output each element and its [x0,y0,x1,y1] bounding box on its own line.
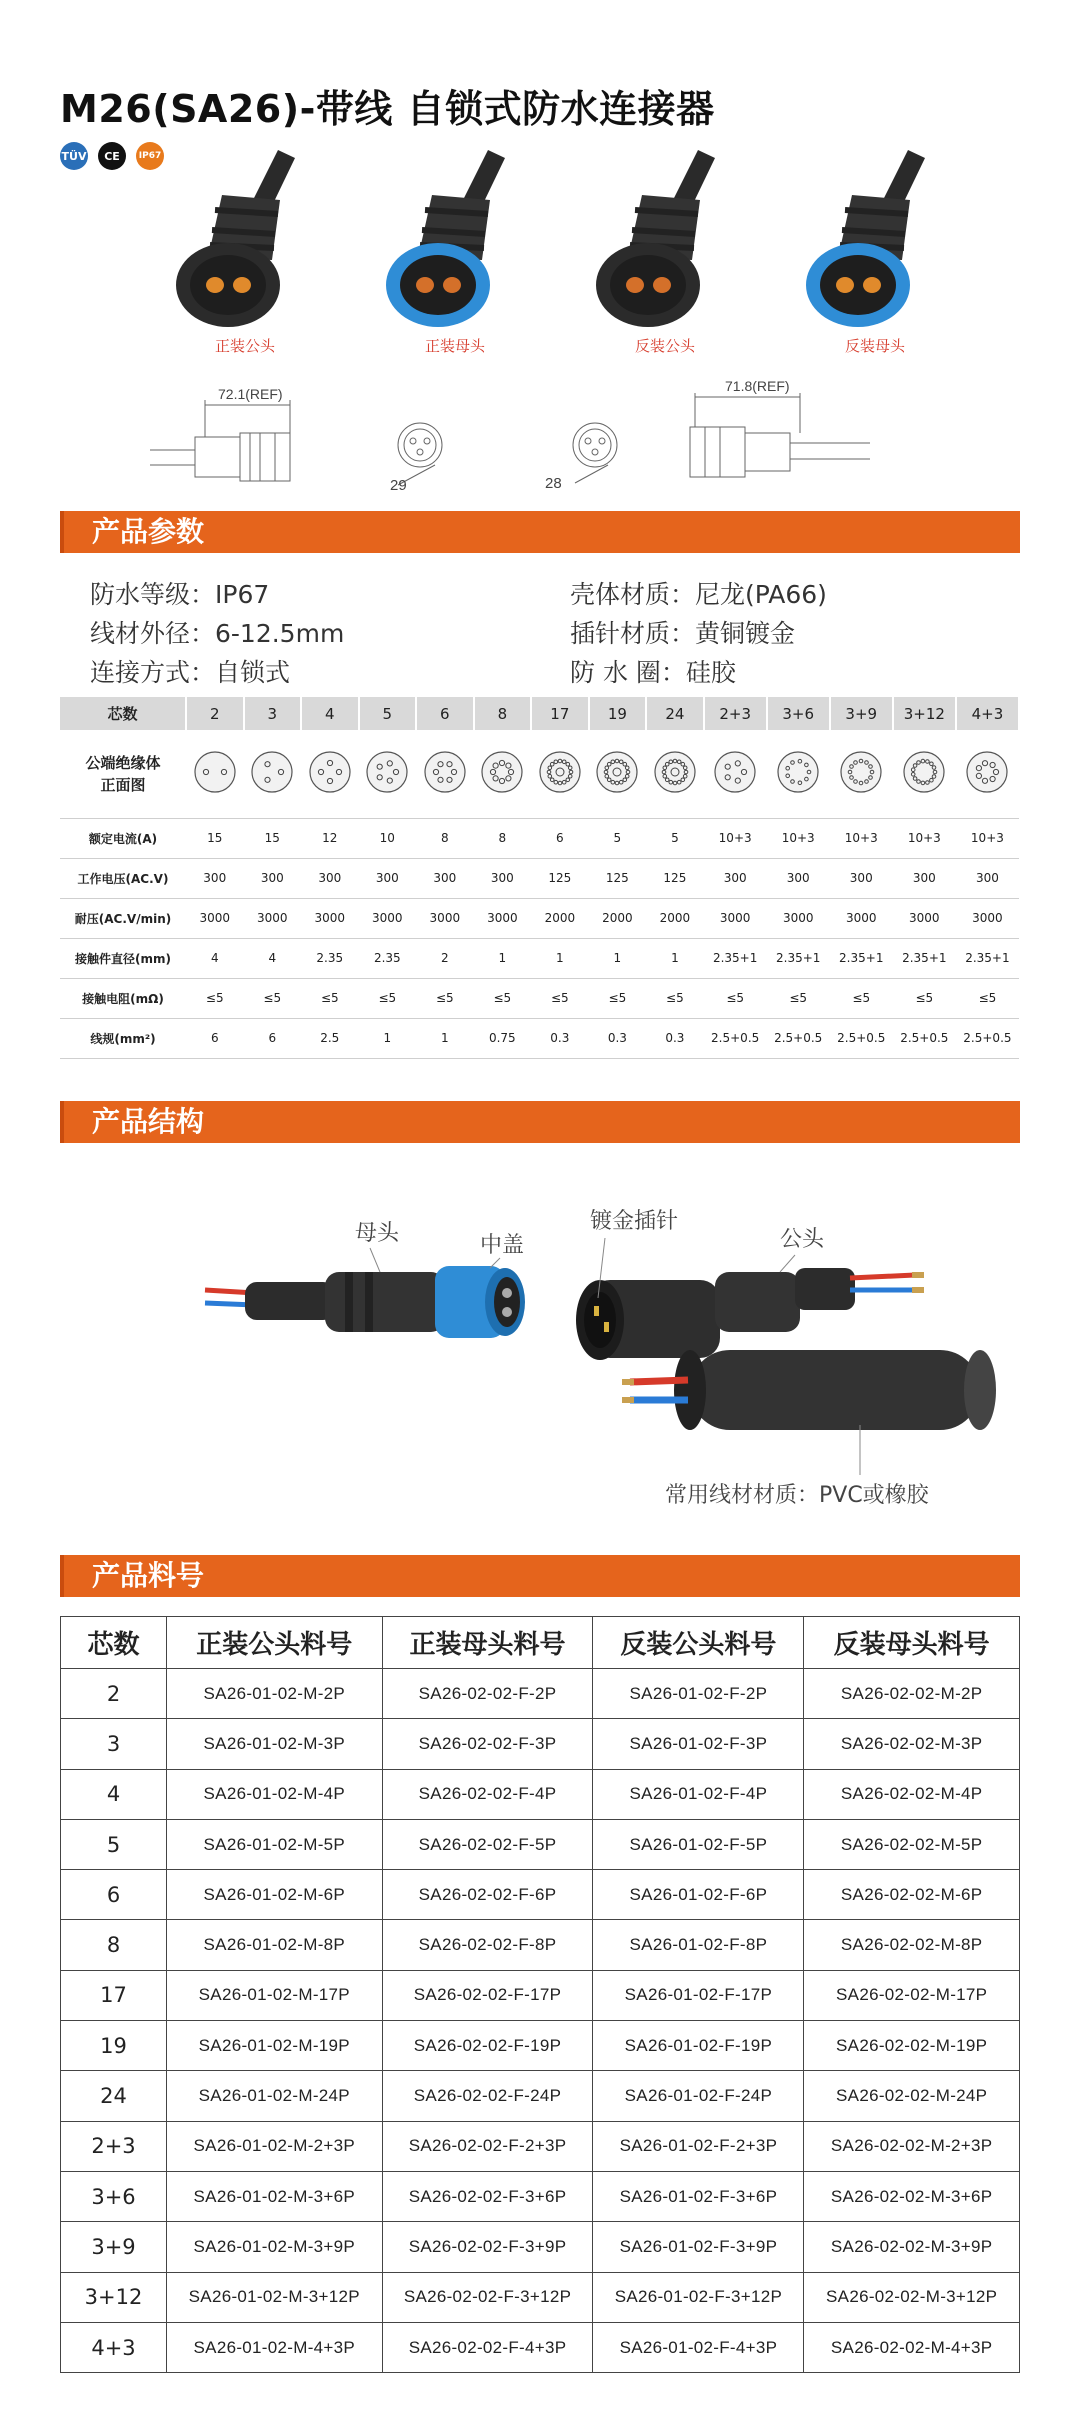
part-number-cell: SA26-01-02-M-19P [167,2021,383,2071]
part-number-cell: SA26-02-02-M-3+6P [804,2171,1020,2221]
part-row [61,1719,1020,1769]
spec-cell: 10+3 [956,818,1019,858]
dim-left-label: 72.1(REF) [218,386,283,402]
part-number-cell: SA26-01-02-F-2P [593,1669,804,1719]
spec-cell: ≤5 [416,978,474,1018]
connector-item [790,140,960,370]
spec-header-row [60,697,1019,730]
connector-photo [790,140,960,335]
spec-cell: 3000 [893,898,956,938]
part-number-cell: SA26-02-02-F-3+12P [382,2272,593,2322]
spec-core-cell: 4 [301,697,359,730]
spec-row [60,1018,1019,1058]
part-number-cell: SA26-02-02-F-4+3P [382,2322,593,2372]
part-number-cell: SA26-02-02-M-5P [804,1819,1020,1869]
part-number-cell: SA26-01-02-M-3P [167,1719,383,1769]
part-header-cell: 正装母头料号 [382,1617,593,1669]
spec-cell: 300 [416,858,474,898]
spec-cell: 10 [359,818,417,858]
spec-cell: ≤5 [359,978,417,1018]
part-core-cell: 2 [61,1669,167,1719]
part-number-cell: SA26-02-02-F-24P [382,2071,593,2121]
part-core-cell: 3+9 [61,2222,167,2272]
params-row [90,612,990,651]
dim-right-label: 71.8(REF) [725,378,790,394]
part-number-cell: SA26-01-02-M-5P [167,1819,383,1869]
spec-face-icon [186,730,244,818]
spec-cell: 2.5+0.5 [893,1018,956,1058]
part-row [61,2322,1020,2372]
part-core-cell: 8 [61,1920,167,1970]
spec-face-icon [589,730,647,818]
spec-face-icon [531,730,589,818]
spec-cell: 2.5+0.5 [704,1018,767,1058]
part-header-row [61,1617,1020,1669]
dimension-drawings [150,375,870,495]
face-left-label: 29 [390,477,407,494]
part-number-cell: SA26-02-02-F-8P [382,1920,593,1970]
part-header-cell: 正装公头料号 [167,1617,383,1669]
param-cable-od: 线材外径：6-12.5mm [90,618,345,648]
spec-cell: 4 [186,938,244,978]
part-number-cell: SA26-02-02-M-4P [804,1769,1020,1819]
section-params-header: 产品参数 [60,511,1020,553]
part-number-cell: SA26-02-02-M-2+3P [804,2121,1020,2171]
spec-cell: 3000 [767,898,830,938]
spec-cell: 300 [244,858,302,898]
structure-illustration [160,1160,1020,1520]
spec-cell: 3000 [956,898,1019,938]
spec-cell: ≤5 [893,978,956,1018]
part-core-cell: 17 [61,1970,167,2020]
spec-face-label [60,730,186,818]
part-number-cell: SA26-02-02-F-3+6P [382,2171,593,2221]
spec-cell: 2.5 [301,1018,359,1058]
part-number-cell: SA26-01-02-F-4P [593,1769,804,1819]
part-number-cell: SA26-01-02-M-2+3P [167,2121,383,2171]
page-title: M26(SA26)-带线 自锁式防水连接器 [60,87,715,131]
spec-cell: 6 [244,1018,302,1058]
part-core-cell: 24 [61,2071,167,2121]
spec-face-label-2: 正面图 [100,775,146,794]
spec-row-label: 工作电压(AC.V) [60,858,186,898]
part-core-cell: 6 [61,1870,167,1920]
spec-core-cell: 24 [646,697,704,730]
spec-face-icon [830,730,893,818]
part-number-cell: SA26-02-02-F-3P [382,1719,593,1769]
connector-label: 反装母头 [844,337,905,355]
part-row [61,2171,1020,2221]
part-number-cell: SA26-01-02-F-17P [593,1970,804,2020]
spec-face-icon [893,730,956,818]
part-number-cell: SA26-01-02-M-3+6P [167,2171,383,2221]
spec-cell: 300 [704,858,767,898]
left-face-drawing [398,423,442,485]
part-number-cell: SA26-02-02-F-3+9P [382,2222,593,2272]
spec-cell: 1 [646,938,704,978]
spec-row-label: 额定电流(A) [60,818,186,858]
param-housing: 壳体材质：尼龙(PA66) [570,579,827,609]
param-connection: 连接方式：自锁式 [90,657,291,687]
part-number-cell: SA26-01-02-F-3+6P [593,2171,804,2221]
part-core-cell: 4+3 [61,2322,167,2372]
spec-cell: 3000 [301,898,359,938]
spec-cell: ≤5 [646,978,704,1018]
part-number-cell: SA26-02-02-M-3+12P [804,2272,1020,2322]
left-side-drawing [150,400,290,481]
spec-core-cell: 8 [474,697,532,730]
connector-photo [580,140,750,335]
part-number-cell: SA26-01-02-F-2+3P [593,2121,804,2171]
spec-cell: ≤5 [589,978,647,1018]
male-connector-illustration [576,1268,924,1360]
part-number-cell: SA26-01-02-F-3+12P [593,2272,804,2322]
spec-cell: ≤5 [301,978,359,1018]
spec-cell: 2.35+1 [830,938,893,978]
part-number-cell: SA26-02-02-M-3P [804,1719,1020,1769]
part-number-cell: SA26-01-02-M-2P [167,1669,383,1719]
part-number-cell: SA26-02-02-M-8P [804,1920,1020,1970]
spec-cell: 2000 [589,898,647,938]
part-header-cell: 芯数 [61,1617,167,1669]
spec-cell: 3000 [416,898,474,938]
part-core-cell: 2+3 [61,2121,167,2171]
part-number-cell: SA26-01-02-M-3+12P [167,2272,383,2322]
certification-badges [60,142,164,170]
part-number-cell: SA26-02-02-M-3+9P [804,2222,1020,2272]
spec-row-label: 接触件直径(mm) [60,938,186,978]
spec-cell: 300 [956,858,1019,898]
spec-cell: 12 [301,818,359,858]
param-pin-material: 插针材质：黄铜镀金 [570,618,796,648]
spec-face-icon [244,730,302,818]
spec-cell: 5 [646,818,704,858]
spec-core-cell: 3 [244,697,302,730]
spec-cell: 3000 [830,898,893,938]
part-core-cell: 19 [61,2021,167,2071]
part-number-cell: SA26-01-02-M-3+9P [167,2222,383,2272]
connector-photo [370,140,540,335]
spec-cell: 2.5+0.5 [767,1018,830,1058]
spec-cell: 1 [474,938,532,978]
spec-cell: 2.35 [301,938,359,978]
part-number-cell: SA26-02-02-M-4+3P [804,2322,1020,2372]
spec-core-cell: 3+9 [830,697,893,730]
part-number-cell: SA26-02-02-F-2P [382,1669,593,1719]
spec-cell: 125 [589,858,647,898]
spec-cell: 10+3 [704,818,767,858]
part-row [61,2272,1020,2322]
spec-row [60,858,1019,898]
spec-face-icon [767,730,830,818]
part-number-cell: SA26-02-02-M-6P [804,1870,1020,1920]
part-row [61,1870,1020,1920]
spec-cell: 3000 [186,898,244,938]
part-number-cell: SA26-02-02-F-2+3P [382,2121,593,2171]
spec-face-icon [646,730,704,818]
part-core-cell: 3 [61,1719,167,1769]
spec-cell: 3000 [474,898,532,938]
spec-cell: 2.35+1 [956,938,1019,978]
part-number-cell: SA26-01-02-F-6P [593,1870,804,1920]
spec-cell: 3000 [359,898,417,938]
ip67-cert-icon: IP67 [136,142,164,170]
spec-cell: 0.3 [646,1018,704,1058]
part-core-cell: 4 [61,1769,167,1819]
spec-face-icon [416,730,474,818]
spec-cell: 10+3 [830,818,893,858]
face-right-label: 28 [545,475,562,492]
connector-item [370,140,540,370]
part-number-cell: SA26-01-02-F-8P [593,1920,804,1970]
spec-cell: 2 [416,938,474,978]
part-number-cell: SA26-01-02-M-4P [167,1769,383,1819]
part-number-cell: SA26-02-02-F-4P [382,1769,593,1819]
label-male: 公头 [780,1227,825,1252]
spec-cell: 2.35+1 [893,938,956,978]
tuv-cert-icon: TÜV [60,142,88,170]
spec-cell: 8 [474,818,532,858]
spec-cell: 2.35+1 [704,938,767,978]
params-row [90,651,990,690]
spec-cell: 6 [186,1018,244,1058]
spec-core-cell: 2 [186,697,244,730]
spec-cell: 2.5+0.5 [830,1018,893,1058]
label-middle-cap: 中盖 [480,1233,525,1258]
connector-photo [160,140,330,335]
connector-label: 正装公头 [214,337,275,355]
part-number-cell: SA26-01-02-F-24P [593,2071,804,2121]
spec-cell: 125 [531,858,589,898]
part-row [61,1769,1020,1819]
label-female: 母头 [355,1221,400,1246]
part-row [61,1970,1020,2020]
spec-cell: 2000 [531,898,589,938]
spec-cell: 4 [244,938,302,978]
spec-core-cell: 19 [589,697,647,730]
label-cable-material: 常用线材材质：PVC或橡胶 [665,1483,929,1508]
part-number-cell: SA26-02-02-M-24P [804,2071,1020,2121]
spec-cell: 1 [359,1018,417,1058]
connector-item [160,140,330,370]
spec-cell: 10+3 [767,818,830,858]
spec-cell: ≤5 [704,978,767,1018]
part-number-cell: SA26-01-02-F-3+9P [593,2222,804,2272]
spec-cell: 300 [301,858,359,898]
part-number-cell: SA26-02-02-F-6P [382,1870,593,1920]
spec-face-icon [301,730,359,818]
spec-cell: 1 [531,938,589,978]
spec-cell: 5 [589,818,647,858]
female-connector-illustration [205,1266,525,1338]
part-header-cell: 反装母头料号 [804,1617,1020,1669]
spec-core-cell: 2+3 [704,697,767,730]
spec-cell: 300 [186,858,244,898]
part-number-cell: SA26-01-02-M-8P [167,1920,383,1970]
part-number-cell: SA26-01-02-F-19P [593,2021,804,2071]
spec-cell: 1 [589,938,647,978]
spec-cell: 15 [186,818,244,858]
spec-cell: 0.75 [474,1018,532,1058]
part-number-cell: SA26-02-02-M-17P [804,1970,1020,2020]
spec-cell: 2.35+1 [767,938,830,978]
part-number-cell: SA26-02-02-F-17P [382,1970,593,2020]
param-seal: 防 水 圈：硅胶 [570,657,736,687]
connector-gallery [160,140,960,370]
right-side-drawing [690,393,870,477]
spec-row [60,978,1019,1018]
spec-row [60,898,1019,938]
spec-cell: 3000 [704,898,767,938]
part-number-cell: SA26-02-02-M-2P [804,1669,1020,1719]
spec-core-cell: 6 [416,697,474,730]
spec-cell: 0.3 [589,1018,647,1058]
spec-face-row [60,730,1019,818]
part-row [61,2222,1020,2272]
spec-cell: 300 [474,858,532,898]
spec-cell: 300 [359,858,417,898]
ce-cert-icon: CE [98,142,126,170]
spec-core-cell: 4+3 [956,697,1019,730]
spec-cell: ≤5 [830,978,893,1018]
part-row [61,1819,1020,1869]
spec-face-icon [359,730,417,818]
part-number-cell: SA26-02-02-F-5P [382,1819,593,1869]
spec-cell: 1 [416,1018,474,1058]
spec-cell: ≤5 [767,978,830,1018]
part-number-cell: SA26-01-02-M-4+3P [167,2322,383,2372]
part-number-cell: SA26-02-02-F-19P [382,2021,593,2071]
section-part-numbers-header: 产品料号 [60,1555,1020,1597]
part-number-table [60,1616,1020,2373]
part-number-cell: SA26-01-02-F-5P [593,1819,804,1869]
spec-row-label: 耐压(AC.V/min) [60,898,186,938]
label-gold-pin: 镀金插针 [590,1209,679,1234]
spec-cell: 3000 [244,898,302,938]
spec-cell: ≤5 [244,978,302,1018]
spec-face-icon [704,730,767,818]
part-number-cell: SA26-01-02-F-3P [593,1719,804,1769]
spec-row [60,938,1019,978]
spec-cell: 15 [244,818,302,858]
part-row [61,2021,1020,2071]
spec-cell: 300 [830,858,893,898]
part-number-cell: SA26-02-02-M-19P [804,2021,1020,2071]
spec-core-cell: 5 [359,697,417,730]
part-core-cell: 3+12 [61,2272,167,2322]
spec-core-cell: 17 [531,697,589,730]
params-list [90,573,990,690]
part-number-cell: SA26-01-02-M-6P [167,1870,383,1920]
spec-face-icon [956,730,1019,818]
spec-row [60,818,1019,858]
part-row [61,2121,1020,2171]
spec-cell: 8 [416,818,474,858]
connector-label: 反装公头 [634,337,695,355]
right-face-drawing [573,423,617,483]
spec-cell: 125 [646,858,704,898]
connector-item [580,140,750,370]
part-row [61,2071,1020,2121]
spec-cell: ≤5 [186,978,244,1018]
spec-cell: 2.5+0.5 [956,1018,1019,1058]
spec-row-label: 线规(mm²) [60,1018,186,1058]
spec-core-cell: 3+6 [767,697,830,730]
spec-header-label: 芯数 [60,697,186,730]
part-number-cell: SA26-01-02-F-4+3P [593,2322,804,2372]
spec-core-cell: 3+12 [893,697,956,730]
structure-drawing [160,1160,1020,1520]
spec-cell: 2.35 [359,938,417,978]
spec-table [60,697,1020,1059]
spec-face-icon [474,730,532,818]
part-row [61,1920,1020,1970]
params-row [90,573,990,612]
spec-cell: 0.3 [531,1018,589,1058]
param-waterproof: 防水等级：IP67 [90,579,270,609]
spec-cell: 10+3 [893,818,956,858]
part-number-cell: SA26-01-02-M-24P [167,2071,383,2121]
part-header-cell: 反装公头料号 [593,1617,804,1669]
part-row [61,1669,1020,1719]
spec-cell: ≤5 [531,978,589,1018]
part-core-cell: 5 [61,1819,167,1869]
spec-cell: 300 [767,858,830,898]
spec-face-label-1: 公端绝缘体 [85,753,161,772]
cable-illustration [622,1350,996,1430]
spec-cell: ≤5 [474,978,532,1018]
connector-label: 正装母头 [424,337,485,355]
section-structure-header: 产品结构 [60,1101,1020,1143]
part-number-cell: SA26-01-02-M-17P [167,1970,383,2020]
spec-cell: 2000 [646,898,704,938]
spec-cell: 6 [531,818,589,858]
spec-cell: 300 [893,858,956,898]
part-core-cell: 3+6 [61,2171,167,2221]
spec-row-label: 接触电阻(mΩ) [60,978,186,1018]
spec-cell: ≤5 [956,978,1019,1018]
